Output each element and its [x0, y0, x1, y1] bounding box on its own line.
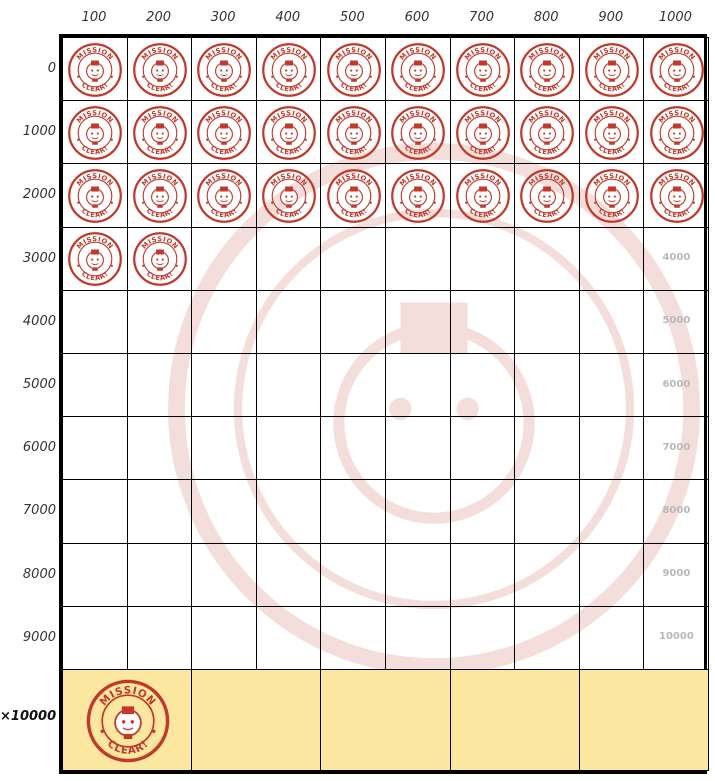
mission-clear-stamp-icon	[390, 42, 446, 98]
grid-cell[interactable]	[191, 163, 257, 227]
grid-cell[interactable]	[514, 100, 580, 164]
grid-cell[interactable]	[514, 227, 580, 291]
mission-clear-stamp-icon	[67, 168, 123, 224]
svg-text:MISSION: MISSION	[463, 172, 503, 188]
svg-text:MISSION: MISSION	[463, 45, 503, 62]
grid-cell[interactable]	[643, 479, 709, 543]
svg-text:CLEAR!: CLEAR!	[144, 206, 175, 220]
reward-value: 7000	[662, 441, 691, 453]
grid-cell[interactable]	[127, 100, 193, 164]
svg-text:CLEAR!: CLEAR!	[274, 206, 305, 220]
grid-cell[interactable]	[643, 100, 709, 164]
svg-text:MISSION: MISSION	[204, 45, 245, 62]
svg-text:MISSION: MISSION	[398, 45, 439, 62]
column-label: 200	[146, 10, 171, 25]
grid-cell[interactable]	[643, 606, 709, 670]
grid-cell[interactable]	[450, 290, 516, 354]
grid-cell[interactable]	[320, 227, 386, 291]
svg-text:MISSION: MISSION	[204, 108, 245, 125]
grid-cell[interactable]	[514, 543, 580, 607]
column-label: 900	[598, 10, 624, 25]
grid-cell[interactable]	[62, 227, 128, 291]
grid-cell[interactable]	[385, 227, 451, 291]
mission-clear-stamp-icon	[196, 168, 252, 224]
grid-cell[interactable]	[256, 100, 322, 164]
column-label: 700	[469, 10, 494, 25]
svg-text:CLEAR!: CLEAR!	[144, 80, 175, 94]
row-label: 3000	[22, 250, 56, 266]
grid-cell[interactable]	[643, 227, 709, 291]
mission-clear-stamp-icon	[649, 42, 705, 98]
reward-value: 5000	[662, 315, 691, 327]
mission-clear-stamp-icon	[519, 105, 575, 161]
mission-clear-stamp-icon	[326, 42, 382, 98]
grid-cell[interactable]	[320, 163, 386, 227]
row-label: 4000	[22, 313, 56, 329]
mission-clear-stamp-icon	[519, 42, 575, 98]
grid-cell[interactable]	[256, 163, 322, 227]
grid-cell[interactable]	[62, 163, 128, 227]
grid-cell[interactable]	[643, 37, 709, 101]
svg-text:MISSION: MISSION	[75, 108, 116, 125]
row-label: 1000	[22, 124, 56, 140]
mission-clear-stamp-icon	[649, 105, 705, 161]
svg-text:CLEAR!: CLEAR!	[338, 80, 369, 94]
svg-text:CLEAR!: CLEAR!	[209, 206, 240, 220]
mission-clear-stamp-icon	[390, 168, 446, 224]
svg-text:CLEAR!: CLEAR!	[338, 206, 369, 220]
svg-text:MISSION: MISSION	[527, 108, 568, 125]
grid-cell[interactable]	[579, 163, 645, 227]
mission-clear-stamp-icon	[196, 105, 252, 161]
grid-cell[interactable]	[450, 163, 516, 227]
svg-text:MISSION: MISSION	[398, 172, 439, 188]
bonus-row-label: ×10000	[0, 709, 57, 724]
grid-cell[interactable]	[191, 290, 257, 354]
svg-text:CLEAR!: CLEAR!	[209, 143, 240, 157]
mission-clear-stamp-icon	[132, 231, 188, 287]
column-label: 400	[275, 10, 301, 25]
svg-text:MISSION: MISSION	[656, 172, 697, 188]
mission-clear-stamp-icon	[67, 42, 123, 98]
svg-text:MISSION: MISSION	[269, 172, 310, 188]
grid-cell[interactable]	[62, 479, 128, 543]
row-label: 9000	[22, 629, 56, 645]
grid-cell[interactable]	[320, 606, 386, 670]
grid-cell[interactable]	[191, 100, 257, 164]
grid-cell[interactable]	[62, 100, 128, 164]
grid-cell[interactable]	[256, 353, 322, 417]
column-label: 300	[210, 10, 236, 25]
mission-clear-stamp-icon	[132, 42, 188, 98]
svg-text:CLEAR!: CLEAR!	[403, 206, 434, 220]
grid-cell[interactable]	[127, 37, 193, 101]
grid-cell[interactable]	[256, 479, 322, 543]
svg-text:CLEAR!: CLEAR!	[661, 143, 692, 157]
mission-clear-stamp-icon	[649, 168, 705, 224]
svg-text:MISSION: MISSION	[527, 45, 568, 62]
grid-cell[interactable]	[450, 479, 516, 543]
reward-value: 9000	[662, 568, 691, 580]
grid-cell[interactable]	[579, 606, 645, 670]
svg-text:MISSION: MISSION	[656, 108, 697, 125]
svg-text:CLEAR!: CLEAR!	[597, 206, 628, 220]
svg-text:MISSION: MISSION	[140, 45, 180, 62]
mission-clear-stamp-icon	[196, 42, 252, 98]
svg-text:CLEAR!: CLEAR!	[467, 143, 498, 157]
mission-grid	[59, 34, 707, 774]
grid-cell[interactable]	[450, 227, 516, 291]
svg-text:CLEAR!: CLEAR!	[80, 80, 111, 94]
grid-cell[interactable]	[514, 37, 580, 101]
mission-clear-stamp-icon	[261, 168, 317, 224]
reward-value: 8000	[662, 504, 691, 516]
mission-clear-stamp-icon	[67, 105, 123, 161]
grid-cell[interactable]	[579, 416, 645, 480]
grid-cell[interactable]	[450, 100, 516, 164]
svg-text:MISSION: MISSION	[656, 45, 697, 62]
grid-cell[interactable]	[320, 353, 386, 417]
grid-cell[interactable]	[127, 479, 193, 543]
grid-cell[interactable]	[643, 353, 709, 417]
grid-cell[interactable]	[579, 353, 645, 417]
mission-clear-stamp-icon	[455, 42, 511, 98]
grid-cell[interactable]	[450, 353, 516, 417]
grid-cell[interactable]	[127, 543, 193, 607]
row-label: 2000	[22, 187, 56, 203]
grid-cell[interactable]	[514, 353, 580, 417]
svg-text:CLEAR!: CLEAR!	[597, 80, 628, 94]
grid-cell[interactable]	[385, 353, 451, 417]
grid-cell[interactable]	[320, 37, 386, 101]
mission-clear-stamp-icon	[132, 168, 188, 224]
svg-text:CLEAR!: CLEAR!	[467, 80, 498, 94]
grid-cell[interactable]	[579, 227, 645, 291]
grid-cell[interactable]	[256, 606, 322, 670]
svg-text:MISSION: MISSION	[75, 235, 116, 251]
grid-cell[interactable]	[191, 606, 257, 670]
grid-cell[interactable]	[127, 416, 193, 480]
svg-text:MISSION: MISSION	[333, 45, 374, 62]
grid-cell[interactable]	[320, 100, 386, 164]
row-label: 6000	[22, 440, 56, 456]
grid-cell[interactable]	[62, 290, 128, 354]
svg-text:CLEAR!: CLEAR!	[338, 143, 369, 157]
svg-text:MISSION: MISSION	[140, 172, 180, 188]
grid-cell[interactable]	[191, 479, 257, 543]
svg-text:CLEAR!: CLEAR!	[532, 80, 563, 94]
reward-value: 4000	[662, 252, 691, 264]
mission-clear-stamp-icon	[390, 105, 446, 161]
column-label: 800	[533, 10, 559, 25]
mission-clear-stamp-icon	[261, 42, 317, 98]
svg-text:CLEAR!: CLEAR!	[661, 80, 692, 94]
grid-cell[interactable]	[385, 416, 451, 480]
svg-text:CLEAR!: CLEAR!	[274, 80, 305, 94]
svg-text:MISSION: MISSION	[269, 108, 310, 125]
svg-text:CLEAR!: CLEAR!	[532, 143, 563, 157]
svg-text:CLEAR!: CLEAR!	[209, 80, 240, 94]
grid-cell[interactable]	[191, 227, 257, 291]
grid-cell[interactable]	[320, 290, 386, 354]
svg-text:CLEAR!: CLEAR!	[403, 80, 434, 94]
grid-cell[interactable]	[127, 353, 193, 417]
svg-text:CLEAR!: CLEAR!	[532, 206, 563, 220]
svg-text:MISSION: MISSION	[333, 172, 374, 188]
reward-value: 6000	[662, 378, 691, 390]
mission-clear-stamp-icon	[455, 168, 511, 224]
grid-cell[interactable]	[256, 227, 322, 291]
grid-cell[interactable]	[385, 100, 451, 164]
bonus-cell[interactable]	[450, 669, 580, 771]
reward-value: 10000	[658, 631, 694, 643]
column-label: 600	[404, 10, 430, 25]
grid-cell[interactable]	[514, 606, 580, 670]
grid-cell[interactable]	[385, 543, 451, 607]
grid-cell[interactable]	[127, 163, 193, 227]
svg-text:MISSION: MISSION	[75, 45, 116, 62]
grid-cell[interactable]	[450, 37, 516, 101]
mission-clear-stamp-icon	[67, 231, 123, 287]
grid-cell[interactable]	[191, 353, 257, 417]
grid-cell[interactable]	[320, 479, 386, 543]
row-label: 8000	[22, 566, 56, 582]
svg-text:MISSION: MISSION	[592, 45, 633, 62]
grid-cell[interactable]	[385, 37, 451, 101]
bonus-cell[interactable]	[62, 669, 192, 771]
grid-cell[interactable]	[256, 416, 322, 480]
svg-text:CLEAR!: CLEAR!	[144, 270, 175, 283]
grid-cell[interactable]	[62, 606, 128, 670]
mission-clear-stamp-icon	[455, 105, 511, 161]
mission-clear-stamp-icon	[85, 678, 171, 764]
svg-text:MISSION: MISSION	[398, 108, 439, 125]
column-label: 1000	[658, 10, 692, 25]
svg-text:CLEAR!: CLEAR!	[144, 143, 175, 157]
grid-cell[interactable]	[579, 479, 645, 543]
grid-cell[interactable]	[256, 290, 322, 354]
svg-text:MISSION: MISSION	[592, 108, 633, 125]
grid-cell[interactable]	[643, 163, 709, 227]
svg-text:CLEAR!: CLEAR!	[274, 143, 305, 157]
row-label: 7000	[22, 503, 56, 519]
mission-clear-stamp-icon	[519, 168, 575, 224]
grid-cell[interactable]	[191, 543, 257, 607]
grid-cell[interactable]	[191, 37, 257, 101]
grid-cell[interactable]	[514, 416, 580, 480]
mission-clear-stamp-icon	[326, 105, 382, 161]
svg-text:MISSION: MISSION	[140, 235, 180, 251]
svg-text:MISSION: MISSION	[75, 172, 116, 188]
grid-cell[interactable]	[514, 479, 580, 543]
column-label: 100	[81, 10, 107, 25]
grid-cell[interactable]	[579, 290, 645, 354]
svg-text:CLEAR!: CLEAR!	[104, 737, 151, 757]
svg-text:CLEAR!: CLEAR!	[80, 270, 111, 283]
grid-cell[interactable]	[320, 543, 386, 607]
svg-text:MISSION: MISSION	[269, 45, 310, 62]
row-label: 0	[47, 61, 56, 76]
grid-cell[interactable]	[320, 416, 386, 480]
grid-cell[interactable]	[579, 37, 645, 101]
mission-clear-stamp-icon	[261, 105, 317, 161]
grid-cell[interactable]	[62, 37, 128, 101]
svg-text:MISSION: MISSION	[333, 108, 374, 125]
row-label: 5000	[22, 377, 56, 392]
grid-cell[interactable]	[256, 37, 322, 101]
bonus-cell[interactable]	[320, 669, 450, 771]
mission-clear-stamp-icon	[584, 168, 640, 224]
svg-text:MISSION: MISSION	[592, 172, 633, 188]
grid-cell[interactable]	[191, 416, 257, 480]
grid-cell[interactable]	[514, 163, 580, 227]
svg-text:CLEAR!: CLEAR!	[80, 143, 111, 157]
svg-text:CLEAR!: CLEAR!	[403, 143, 434, 157]
grid-cell[interactable]	[643, 290, 709, 354]
grid-cell[interactable]	[385, 479, 451, 543]
grid-cell[interactable]	[127, 290, 193, 354]
mission-clear-stamp-icon	[132, 105, 188, 161]
grid-cell[interactable]	[514, 290, 580, 354]
svg-text:CLEAR!: CLEAR!	[80, 206, 111, 220]
svg-text:MISSION: MISSION	[463, 108, 503, 125]
svg-text:MISSION: MISSION	[527, 172, 568, 188]
grid-cell[interactable]	[127, 606, 193, 670]
grid-cell[interactable]	[385, 290, 451, 354]
bonus-cell[interactable]	[579, 669, 709, 771]
grid-cell[interactable]	[62, 416, 128, 480]
grid-cell[interactable]	[643, 416, 709, 480]
bonus-cell[interactable]	[191, 669, 321, 771]
svg-text:CLEAR!: CLEAR!	[661, 206, 692, 220]
grid-cell[interactable]	[579, 543, 645, 607]
column-label: 500	[339, 10, 365, 25]
grid-cell[interactable]	[385, 606, 451, 670]
svg-text:CLEAR!: CLEAR!	[467, 206, 498, 220]
grid-cell[interactable]	[450, 543, 516, 607]
svg-text:MISSION: MISSION	[97, 684, 159, 709]
svg-text:CLEAR!: CLEAR!	[597, 143, 628, 157]
mission-clear-stamp-icon	[326, 168, 382, 224]
mission-clear-stamp-icon	[584, 42, 640, 98]
grid-cell[interactable]	[450, 416, 516, 480]
grid-cell[interactable]	[62, 543, 128, 607]
grid-cell[interactable]	[385, 163, 451, 227]
grid-cell[interactable]	[62, 353, 128, 417]
grid-cell[interactable]	[579, 100, 645, 164]
mission-clear-stamp-icon	[584, 105, 640, 161]
grid-cell[interactable]	[256, 543, 322, 607]
grid-cell[interactable]	[643, 543, 709, 607]
svg-text:MISSION: MISSION	[140, 108, 180, 125]
svg-text:MISSION: MISSION	[204, 172, 245, 188]
grid-cell[interactable]	[127, 227, 193, 291]
grid-cell[interactable]	[450, 606, 516, 670]
